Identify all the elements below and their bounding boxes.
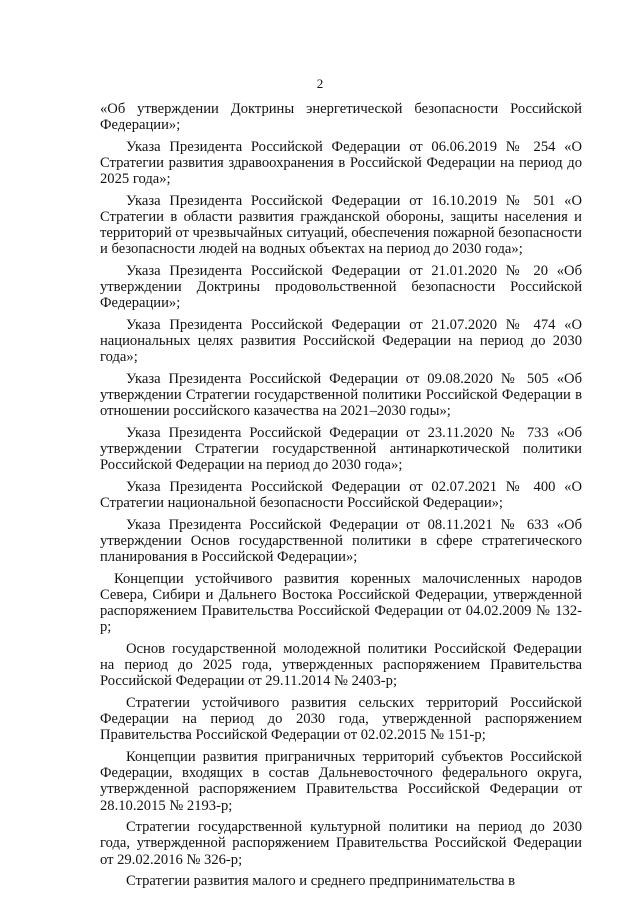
- paragraph: Указа Президента Российской Федерации от 21.07.2020 № 474 «О национальных целях развития Российской Федерации на период до 2030 года»;: [100, 317, 582, 366]
- page-number: 2: [316, 76, 324, 91]
- paragraph: Указа Президента Российской Федерации от 21.01.2020 № 20 «Об утверждении Доктрины продовольственной безопасности Российской Федерации»;: [100, 263, 582, 312]
- paragraph: Концепции устойчивого развития коренных малочисленных народов Севера, Сибири и Дальнего Востока Российской Федерации, утвержденной распоряжением Правительства Российской Федерации от 04.02.2009 № 132-р;: [100, 570, 582, 636]
- document-body: [100, 101, 582, 895]
- paragraph: Стратегии развития малого и среднего предпринимательства в: [126, 873, 516, 890]
- paragraph: Указа Президента Российской Федерации от 23.11.2020 № 733 «Об утверждении Стратегии государственной антинаркотической политики Российской Федерации на период до 2030 года»;: [100, 425, 582, 474]
- paragraph: Указа Президента Российской Федерации от 08.11.2021 № 633 «Об утверждении Основ государственной политики в сфере стратегического планирования в Российской Федерации»;: [100, 516, 582, 566]
- paragraph: Основ государственной молодежной политики Российской Федерации на период до 2025 года, утвержденных распоряжением Правительства Российской Федерации от 29.11.2014 № 2403-р;: [100, 641, 582, 690]
- paragraph: Стратегии устойчивого развития сельских территорий Российской Федерации на период до 2030 года, утвержденной распоряжением Правительства Российской Федерации от 02.02.2015 № 151-р;: [100, 695, 582, 744]
- paragraph: Указа Президента Российской Федерации от 02.07.2021 № 400 «О Стратегии национальной безопасности Российской Федерации»;: [100, 479, 582, 512]
- paragraph: Указа Президента Российской Федерации от 06.06.2019 № 254 «О Стратегии развития здравоохранения в Российской Федерации на период до 2025 года»;: [100, 138, 582, 188]
- paragraph: Указа Президента Российской Федерации от 16.10.2019 № 501 «О Стратегии в области развития гражданской обороны, защиты населения и территорий от чрезвычайных ситуаций, обеспечения пожарной безопасности и безопасности людей на водных объектах на период до 2030 года»;: [100, 192, 582, 258]
- paragraph: Концепции развития приграничных территорий субъектов Российской Федерации, входящих в состав Дальневосточного федерального округа, утвержденной распоряжением Правительства Российской Федерации от 28.10.2015 № 2193-р;: [100, 749, 582, 814]
- paragraph: Указа Президента Российской Федерации от 09.08.2020 № 505 «Об утверждении Стратегии государственной политики Российской Федерации в отношении российского казачества на 2021–2030 годы»;: [100, 371, 582, 420]
- paragraph: «Об утверждении Доктрины энергетической безопасности Российской Федерации»;: [100, 101, 582, 134]
- paragraph: Стратегии государственной культурной политики на период до 2030 года, утвержденной распоряжением Правительства Российской Федерации от 29.02.2016 № 326-р;: [100, 819, 582, 868]
